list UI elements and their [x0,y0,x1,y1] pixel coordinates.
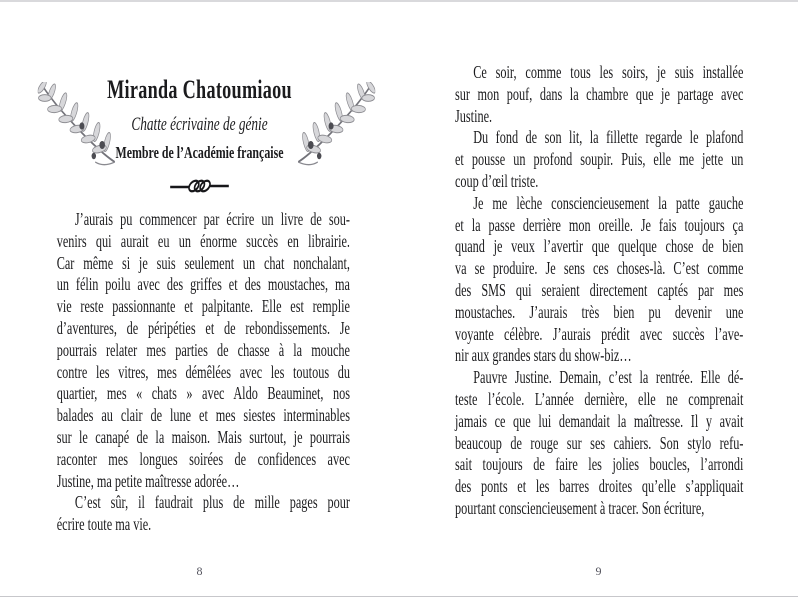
text-line: vie reste passionnante et palpitante. Elle est remplie [56,296,350,317]
olive-branch-mirrored-icon [297,82,375,166]
left-page-text [57,209,350,536]
right-page-content [399,0,798,601]
text-line: Ce soir, comme tous les soirs, je suis installée [473,62,744,82]
paragraph [455,193,743,367]
text-line: venirs qui aurait eu un énorme succès en librairie. [56,230,350,251]
text-line: teste l’école. L’année dernière, elle ne comprenait [455,388,744,409]
text-line: nir aux grandes stars du show-biz… [455,345,632,366]
rope-twist-divider-icon [170,184,229,201]
left-page-number: 8 [196,564,203,578]
paragraph [455,367,743,520]
text-line: jamais ce que lui demandait la maîtresse. Il y avait [455,410,744,431]
text-line: contre les vitres, mes démêlées avec les toutous du [56,361,350,382]
text-line: quand je veux l’avertir que quelque chose de bien [455,236,744,257]
text-line: raconter mes longues soirées de confidences avec [56,448,350,469]
text-line: quartier, mes « chats » avec Aldo Beauminet, nos [56,383,350,404]
author-affiliation: Membre de l’Académie française [115,143,284,162]
divider-wrap [0,175,399,197]
text-line: moustaches. J’aurais très bien pu devenir une [455,301,744,322]
text-line: Je me lèche consciencieusement la patte gauche [473,192,744,213]
text-line: voyante célèbre. J’aurais prédit avec succès l’ave- [455,323,744,344]
text-line: coup d’œil triste. [455,170,539,191]
text-line: sur le canapé de la maison. Mais surtout, je pourrais [56,426,350,447]
text-line: pourrais relater mes parties de chasse à la mouche [56,339,350,360]
text-line: C’est sûr, il faudrait plus de mille pages pour [74,492,351,513]
paragraph [455,127,743,192]
text-line: d’aventures, de péripéties et de rebondissements. Je [56,317,350,338]
text-line: balades au clair de lune et mes siestes interminables [56,405,350,426]
text-line: des SMS qui seraient directement captés par mes [455,279,744,300]
text-line: va se produire. Je sens ces choses-là. C’est comme [455,258,744,279]
text-line: Pauvre Justine. Demain, c’est la rentrée. Elle dé- [473,367,744,388]
text-line: écrire toute ma vie. [56,514,152,535]
olive-branch-icon [38,82,116,166]
text-line: beaucoup de rouge sur ses cahiers. Son stylo refu- [455,432,744,453]
text-line: Justine, ma petite maîtresse adorée… [56,470,240,491]
text-line: sur mon pouf, dans la chambre que je partage avec [455,83,744,104]
right-page-number: 9 [595,564,602,578]
author-title: Miranda Chatoumiaou [107,75,292,104]
author-subtitle: Chatte écrivaine de génie [131,114,268,135]
paragraph [57,209,350,492]
text-line: et la passe derrière mon oreille. Je fais toujours ça [455,214,744,235]
paragraph [455,62,743,127]
text-line: J’aurais pu commencer par écrire un livre de sou- [74,209,351,229]
text-line: des ponts et les barres droites qu’elle s’appliquait [455,476,744,497]
right-page-text [455,0,743,520]
text-line: un félin poilu avec des griffes et des moustaches, ma [56,274,350,295]
text-line: sait toujours de faire les jolies boucles, l’arrondi [455,454,744,475]
text-line: Justine. [455,105,493,126]
text-line: Du fond de son lit, la fillette regarde le plafond [473,127,744,148]
text-line: et pousse un profond soupir. Puis, elle me jette un [455,149,744,170]
text-line: Car même si je suis seulement un chat nonchalant, [56,252,350,273]
right-page [399,0,798,601]
paragraph [57,492,350,536]
bottom-rule [0,596,798,597]
text-line: pourtant consciencieusement à tracer. Son écriture, [455,497,705,518]
